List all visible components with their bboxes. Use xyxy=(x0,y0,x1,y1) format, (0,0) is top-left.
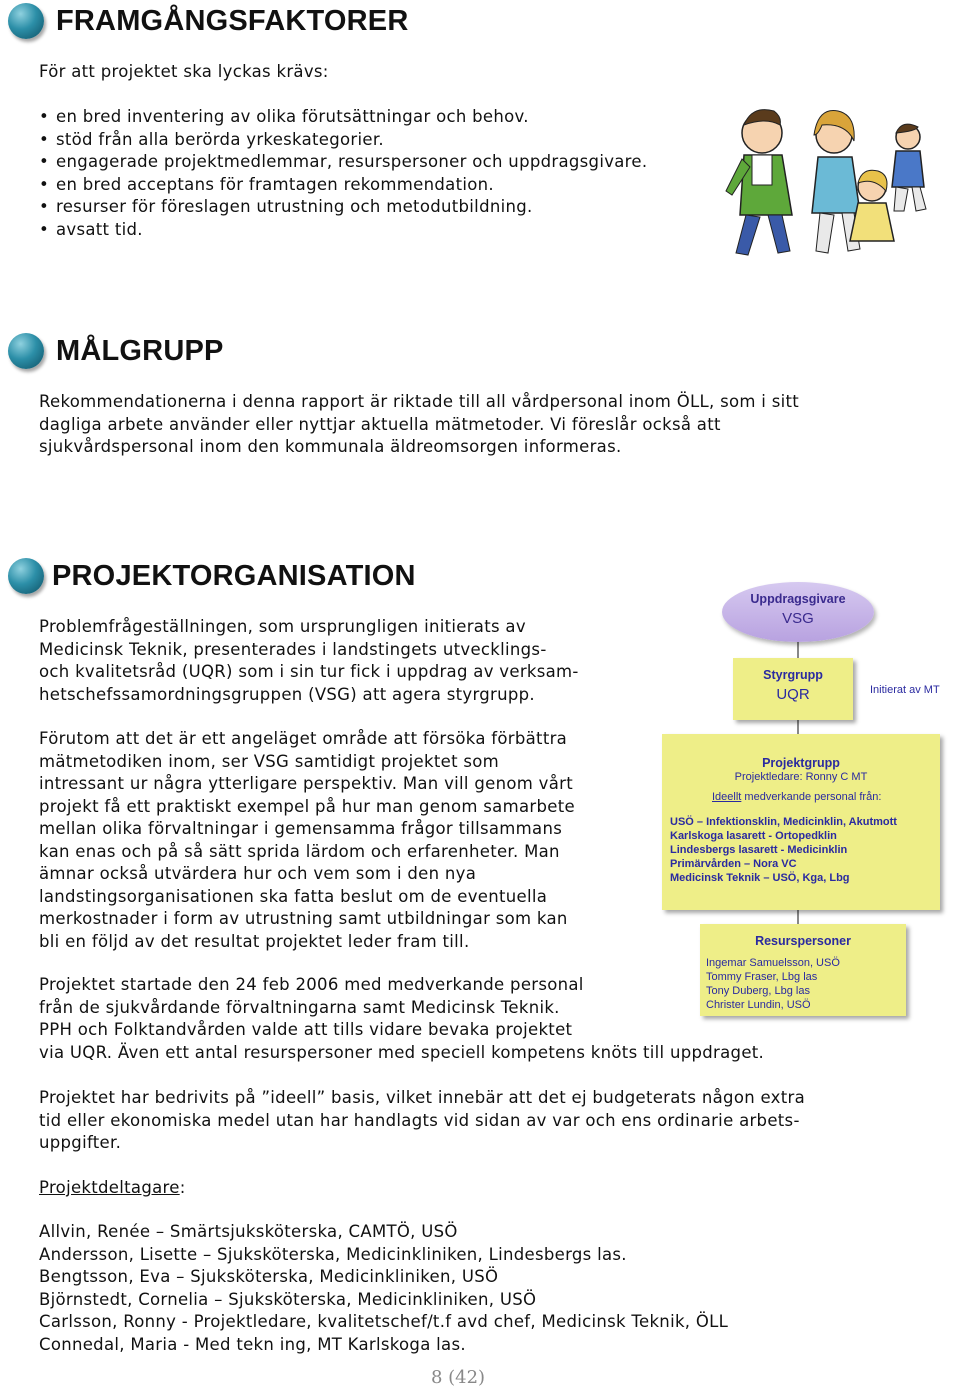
requirements-list xyxy=(39,106,647,241)
node-value: VSG xyxy=(782,610,814,627)
list-item: Connedal, Maria - Med tekn ing, MT Karlskoga las. xyxy=(39,1334,466,1354)
ideellt-line xyxy=(662,790,940,804)
list-item: Karlskoga lasarett - Ortopedklin xyxy=(670,829,837,842)
list-item: Primärvården – Nora VC xyxy=(670,858,797,871)
connector-line xyxy=(797,720,799,734)
bullet-orb-icon xyxy=(8,3,44,39)
organisation-chart xyxy=(658,578,948,1028)
heading-projektorganisation xyxy=(8,556,416,596)
unit-list xyxy=(662,815,940,886)
medverkande-text: medverkande personal från: xyxy=(741,791,882,804)
list-item: Bengtsson, Eva – Sjuksköterska, Medicinkliniken, USÖ xyxy=(39,1267,499,1286)
text-line: Förutom att det är ett angeläget område att försöka förbättra xyxy=(39,729,568,748)
participants-label: Projektdeltagare xyxy=(39,1178,180,1197)
list-item: USÖ – Infektionsklin, Medicinklin, Akutmott xyxy=(670,815,897,828)
node-title: Projektgrupp xyxy=(762,756,840,770)
text-line: Projektet startade den 24 feb 2006 med medverkande personal xyxy=(39,975,584,994)
connector-line xyxy=(797,642,799,658)
participants-list xyxy=(39,1221,728,1356)
text-line: Rekommendationerna i denna rapport är riktade till all vårdpersonal inom ÖLL, som i sitt xyxy=(39,392,800,411)
list-item: Medicinsk Teknik – USÖ, Kga, Lbg xyxy=(670,872,850,885)
list-item: Andersson, Lisette – Sjuksköterska, Medicinkliniken, Lindesbergs las. xyxy=(39,1244,627,1264)
list-item: • avsatt tid. xyxy=(39,219,647,242)
projektgrupp-node xyxy=(662,734,940,910)
text-line: projekt få ett praktiskt exempel på hur man genom samarbete xyxy=(39,796,575,816)
bullet-orb-icon xyxy=(8,333,44,369)
text-line: ämnar också utvärdera hur och vem som i den nya xyxy=(39,864,477,883)
paragraph-4 xyxy=(39,1087,805,1155)
family-cartoon-image xyxy=(722,95,940,263)
text-line: mellan olika förvaltningar i gemensamma frågor tillsammans xyxy=(39,819,563,838)
list-item: Allvin, Renée – Smärtsjuksköterska, CAMTÖ, USÖ xyxy=(39,1222,458,1241)
list-item: Ingemar Samuelsson, USÖ xyxy=(706,957,840,969)
text-line: från de sjukvårdande förvaltningarna samt Medicinsk Teknik. xyxy=(39,997,560,1017)
intro-text: För att projektet ska lyckas krävs: xyxy=(39,62,329,81)
heading-malgrupp xyxy=(8,331,224,371)
bullet-orb-icon xyxy=(8,558,44,594)
section-title: FRAMGÅNGSFAKTORER xyxy=(56,4,409,37)
text-line: merkostnader i form av utrustning samt utbildningar som kan xyxy=(39,909,568,928)
participants-colon: : xyxy=(179,1178,186,1197)
text-line: kan enas och på så sätt sprida lärdom och erfarenheter. Man xyxy=(39,841,560,861)
text-line: bli en följd av det resultat projektet leder fram till. xyxy=(39,931,470,951)
page-number: 8 (42) xyxy=(430,1367,486,1388)
text-line: dagliga arbete använder eller nyttjar aktuella mätmetoder. Vi föreslår också att xyxy=(39,414,721,434)
uppdragsgivare-node xyxy=(722,582,874,642)
text-line: hetschefssamordningsgruppen (VSG) att agera styrgrupp. xyxy=(39,684,535,704)
styrgrupp-node xyxy=(733,658,853,720)
ideellt-word: Ideellt xyxy=(712,791,742,804)
text-line: Projektet har bedrivits på ”ideell” basis, vilket innebär att det ej budgeterats någon extra xyxy=(39,1088,806,1107)
text-line: uppgifter. xyxy=(39,1133,122,1152)
text-line: Medicinsk Teknik, presenterades i landstingets utvecklings- xyxy=(39,639,547,659)
list-item: Tommy Fraser, Lbg las xyxy=(706,971,818,983)
paragraph-1 xyxy=(39,616,579,706)
list-item: • en bred acceptans för framtagen rekommendation. xyxy=(39,174,647,197)
text-line: och kvalitetsråd (UQR) som i sin tur fick i uppdrag av verksam- xyxy=(39,662,579,681)
text-line: PPH och Folktandvården valde att tills vidare bevaka projektet xyxy=(39,1020,573,1039)
list-item: • stöd från alla berörda yrkeskategorier. xyxy=(39,129,647,152)
connector-line xyxy=(797,910,799,924)
malgrupp-paragraph xyxy=(39,391,799,459)
list-item: Carlsson, Ronny - Projektledare, kvalitetschef/t.f avd chef, Medicinsk Teknik, ÖLL xyxy=(39,1312,729,1331)
text-line: tid eller ekonomiska medel utan har handlagts vid sidan av var och ens ordinarie arbets- xyxy=(39,1110,800,1130)
list-item: • engagerade projektmedlemmar, resurspersoner och uppdragsgivare. xyxy=(39,151,647,174)
paragraph-2 xyxy=(39,728,575,953)
section-title: PROJEKTORGANISATION xyxy=(52,559,416,592)
paragraph-3 xyxy=(39,974,764,1064)
node-title: Resurspersoner xyxy=(755,934,851,948)
person-list xyxy=(700,956,906,1012)
participants-heading xyxy=(39,1177,186,1200)
text-line: mätmetodiken inom, ser VSG samtidigt projektet som xyxy=(39,751,500,771)
list-item: Björnstedt, Cornelia – Sjuksköterska, Medicinkliniken, USÖ xyxy=(39,1289,537,1309)
text-line: sjukvårdspersonal inom den kommunala äldreomsorgen informeras. xyxy=(39,437,622,456)
node-value: UQR xyxy=(776,686,810,703)
text-line: intressant ur några ytterligare perspektiv. Man vill genom vårt xyxy=(39,774,573,793)
text-line: landstingsorganisationen ska fatta beslut om de eventuella xyxy=(39,886,548,906)
heading-framgangsfaktorer xyxy=(8,1,408,41)
section-title: MÅLGRUPP xyxy=(56,334,224,367)
initierat-label: Initierat av MT xyxy=(870,684,940,696)
list-item: Tony Duberg, Lbg las xyxy=(706,985,810,997)
list-item: Christer Lundin, USÖ xyxy=(706,999,811,1011)
list-item: Lindesbergs lasarett - Medicinklin xyxy=(670,844,848,857)
list-item: • en bred inventering av olika förutsättningar och behov. xyxy=(39,106,647,129)
text-line: Problemfrågeställningen, som ursprungligen initierats av xyxy=(39,617,526,636)
node-title: Styrgrupp xyxy=(763,668,823,682)
list-item: • resurser för föreslagen utrustning och metodutbildning. xyxy=(39,196,647,219)
resurspersoner-node xyxy=(700,924,906,1016)
text-line: via UQR. Även ett antal resurspersoner med speciell kompetens knöts till uppdraget. xyxy=(39,1042,765,1062)
node-title: Uppdragsgivare xyxy=(750,592,846,606)
project-leader: Projektledare: Ronny C MT xyxy=(734,771,868,784)
